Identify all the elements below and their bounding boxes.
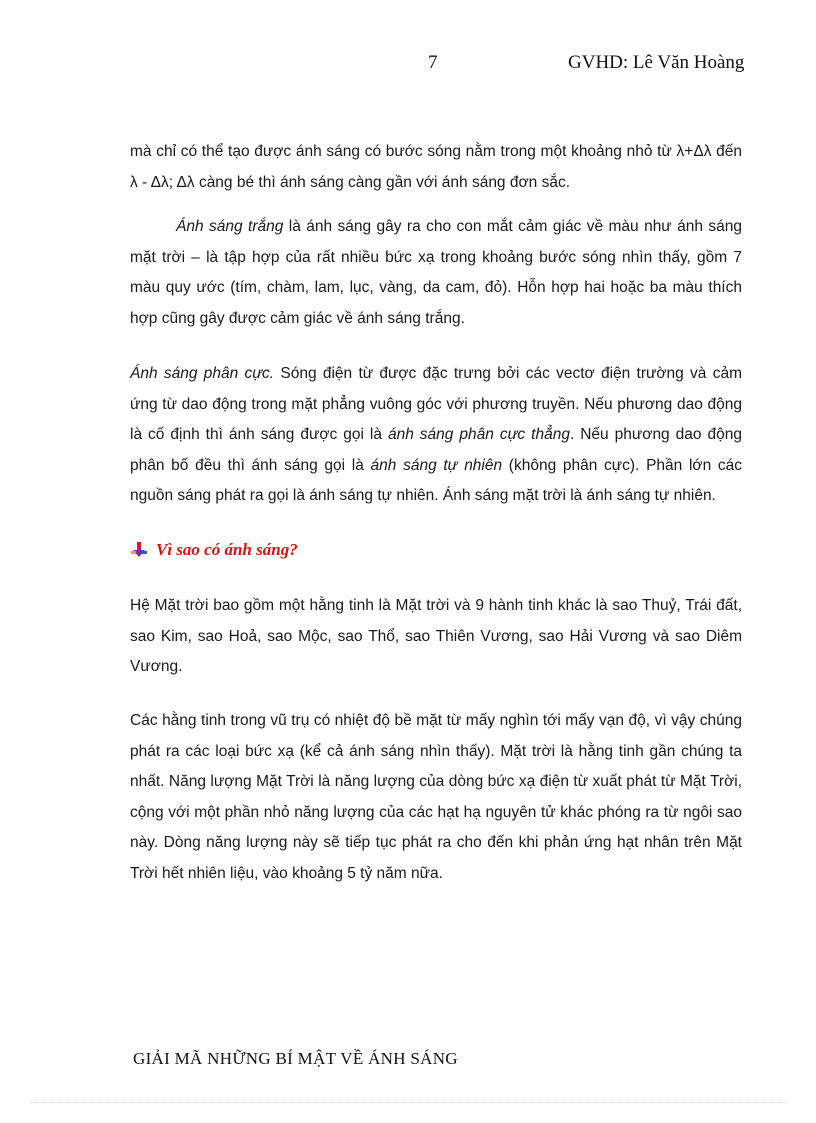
polarized-text-b: . Nếu phương dao động phân bố đều thì ánh sáng gọi là <box>130 426 742 474</box>
footer-heading: GIẢI MÃ NHỮNG BÍ MẬT VỀ ÁNH SÁNG <box>133 1049 458 1068</box>
paragraph-monochromatic: mà chỉ có thể tạo được ánh sáng có bước sóng nằm trong một khoảng nhỏ từ λ+Δλ đến λ - Δλ; Δλ càng bé thì ánh sáng càng gần với ánh sáng đơn sắc. <box>130 143 742 191</box>
polarized-text-a: Sóng điện từ được đặc trưng bởi các vectơ điện trường và cảm ứng từ dao động trong mặt phẳng vuông góc với phương truyền. Nếu phương dao động là cố định thì ánh sáng được gọi là <box>130 365 742 443</box>
polarized-text-c: (không phân cực). Phần lớn các nguồn sáng phát ra gọi là ánh sáng tự nhiên. Ánh sáng mặt trời là ánh sáng tự nhiên. <box>130 456 743 504</box>
paragraph-white-light <box>130 212 742 334</box>
term-polarized-light: Ánh sáng phân cực. <box>130 365 275 382</box>
page-bottom-rule <box>30 1102 786 1103</box>
section-title: Vì sao có ánh sáng? <box>156 540 298 559</box>
term-natural-light: ánh sáng tự nhiên <box>370 456 503 474</box>
term-linear-polarized: ánh sáng phân cực thẳng <box>387 426 570 443</box>
paragraph-solar-system: Hệ Mặt trời bao gồm một hằng tinh là Mặt trời và 9 hành tinh khác là sao Thuỷ, Trái đất, sao Kim, sao Hoả, sao Mộc, sao Thổ, sao Thiên Vương, sao Hải Vương và sao Diêm Vương. <box>130 597 742 675</box>
paragraph-white-light-text: là ánh sáng gây ra cho con mắt cảm giác về màu như ánh sáng mặt trời – là tập hợp của rất nhiều bức xạ trong khoảng bước sóng nhìn thấy, gồm 7 màu quy ước (tím, chàm, lam, lục, vàng, da cam, đỏ). Hỗn hợp hai hoặc ba màu thích hợp cũng gây được cảm giác về ánh sáng trắng. <box>130 218 742 327</box>
section-heading <box>130 540 298 560</box>
bullet-arrow-icon <box>130 541 148 559</box>
advisor-header: GVHD: Lê Văn Hoàng <box>568 52 745 73</box>
paragraph-polarized-light <box>130 359 742 512</box>
page-number: 7 <box>428 52 438 73</box>
term-white-light: Ánh sáng trắng <box>176 218 284 235</box>
paragraph-stars-energy: Các hằng tinh trong vũ trụ có nhiệt độ bề mặt từ mấy nghìn tới mấy vạn độ, vì vậy chúng phát ra các loại bức xạ (kể cả ánh sáng nhìn thấy). Mặt trời là hằng tinh gần chúng ta nhất. Năng lượng Mặt Trời là năng lượng của dòng bức xạ điện từ xuất phát từ Mặt Trời, cộng với một phần nhỏ năng lượng của các hạt hạ nguyên tử khác phóng ra từ ngôi sao này. Dòng năng lượng này sẽ tiếp tục phát ra cho đến khi phản ứng hạt nhân trên Mặt Trời hết nhiên liệu, vào khoảng 5 tỷ năm nữa. <box>130 712 742 882</box>
